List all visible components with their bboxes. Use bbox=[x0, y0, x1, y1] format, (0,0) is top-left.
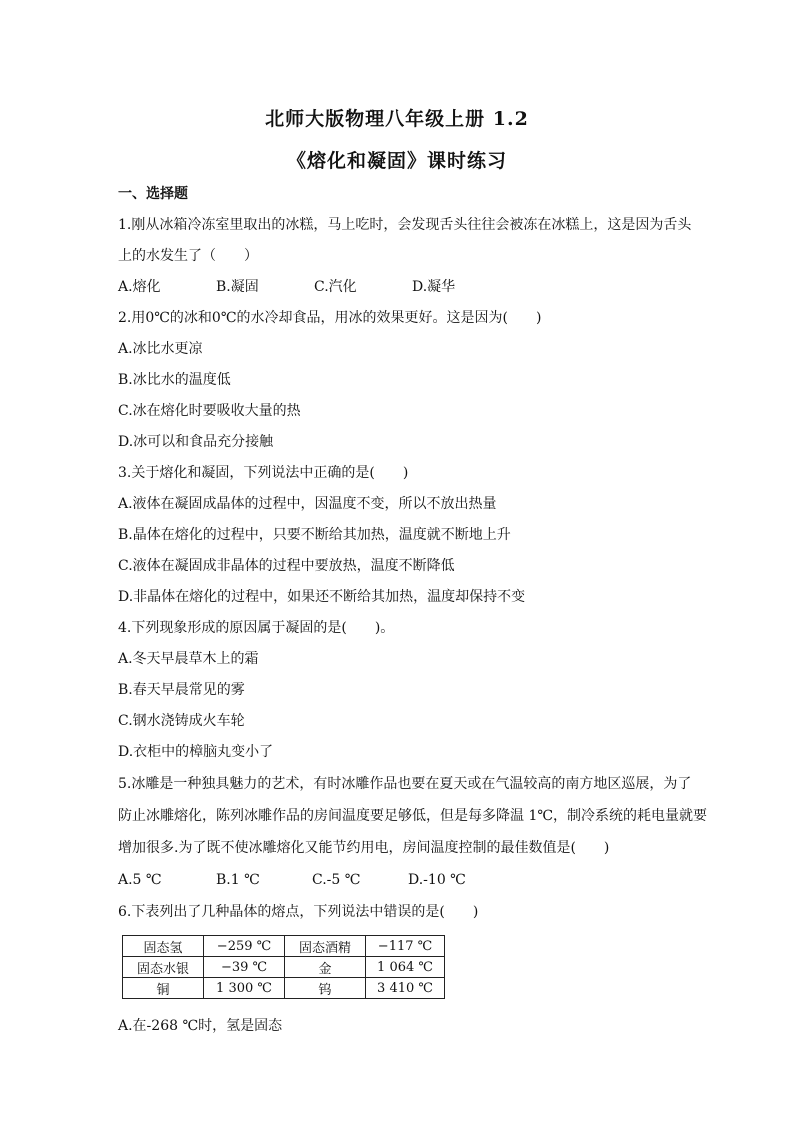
question-1-line-1: 1.刚从冰箱冷冻室里取出的冰糕，马上吃时，会发现舌头往往会被冻在冰糕上，这是因为舌头 bbox=[118, 217, 692, 233]
question-1-line-2: 上的水发生了（ ） bbox=[118, 248, 258, 264]
q5-option-a: A.5 ℃ bbox=[118, 872, 162, 888]
q3-option-d: D.非晶体在熔化的过程中，如果还不断给其加热，温度却保持不变 bbox=[118, 589, 526, 605]
q4-option-b: B.春天早晨常见的雾 bbox=[118, 682, 245, 698]
q5-option-d: D.-10 ℃ bbox=[408, 872, 466, 888]
table-cell: 铜 bbox=[123, 978, 204, 999]
table-cell: 金 bbox=[285, 957, 366, 978]
q2-option-d: D.冰可以和食品充分接触 bbox=[118, 434, 274, 450]
document-subtitle: 《熔化和凝固》课时练习 bbox=[286, 150, 507, 172]
q4-option-d: D.衣柜中的樟脑丸变小了 bbox=[118, 744, 274, 760]
q2-option-b: B.冰比水的温度低 bbox=[118, 372, 231, 388]
q5-option-c: C.-5 ℃ bbox=[312, 872, 361, 888]
table-cell: 钨 bbox=[285, 978, 366, 999]
question-4-stem: 4.下列现象形成的原因属于凝固的是( )。 bbox=[118, 620, 395, 636]
q1-option-c: C.汽化 bbox=[314, 279, 357, 295]
q4-option-c: C.钢水浇铸成火车轮 bbox=[118, 713, 245, 729]
question-5-options bbox=[118, 870, 466, 890]
table-cell: 固态酒精 bbox=[285, 936, 366, 957]
section-heading: 一、选择题 bbox=[118, 186, 188, 202]
table-cell: 1 300 ℃ bbox=[204, 978, 285, 999]
table-cell: −259 ℃ bbox=[204, 936, 285, 957]
question-1-options bbox=[118, 277, 455, 297]
melting-point-table bbox=[122, 935, 445, 999]
document-title: 北师大版物理八年级上册 1.2 bbox=[265, 108, 529, 130]
question-3-stem: 3.关于熔化和凝固，下列说法中正确的是( ) bbox=[118, 465, 409, 481]
question-6-stem: 6.下表列出了几种晶体的熔点，下列说法中错误的是( ) bbox=[118, 904, 479, 920]
q1-option-a: A.熔化 bbox=[118, 279, 161, 295]
table-row bbox=[123, 957, 445, 978]
q1-option-d: D.凝华 bbox=[412, 279, 456, 295]
q6-option-a: A.在-268 ℃时，氢是固态 bbox=[118, 1018, 283, 1034]
q5-option-b: B.1 ℃ bbox=[216, 872, 260, 888]
table-row bbox=[123, 936, 445, 957]
question-5-line-2: 防止冰雕熔化，陈列冰雕作品的房间温度要足够低，但是每多降温 1℃，制冷系统的耗电量就要 bbox=[118, 808, 708, 824]
question-2-stem: 2.用0℃的冰和0℃的水冷却食品，用冰的效果更好。这是因为( ) bbox=[118, 310, 542, 326]
q3-option-c: C.液体在凝固成非晶体的过程中要放热，温度不断降低 bbox=[118, 558, 455, 574]
q4-option-a: A.冬天早晨草木上的霜 bbox=[118, 651, 259, 667]
table-cell: 1 064 ℃ bbox=[366, 957, 445, 978]
q2-option-c: C.冰在熔化时要吸收大量的热 bbox=[118, 403, 301, 419]
table-cell: 固态氢 bbox=[123, 936, 204, 957]
table-cell: −39 ℃ bbox=[204, 957, 285, 978]
q3-option-a: A.液体在凝固成晶体的过程中，因温度不变，所以不放出热量 bbox=[118, 496, 497, 512]
table-row bbox=[123, 978, 445, 999]
question-5-line-1: 5.冰雕是一种独具魅力的艺术，有时冰雕作品也要在夏天或在气温较高的南方地区巡展，为了 bbox=[118, 776, 692, 792]
table-cell: −117 ℃ bbox=[366, 936, 445, 957]
table-cell: 固态水银 bbox=[123, 957, 204, 978]
q2-option-a: A.冰比水更凉 bbox=[118, 341, 203, 357]
question-5-line-3: 增加很多.为了既不使冰雕熔化又能节约用电，房间温度控制的最佳数值是( ) bbox=[118, 840, 610, 856]
table-cell: 3 410 ℃ bbox=[366, 978, 445, 999]
q1-option-b: B.凝固 bbox=[216, 279, 259, 295]
q3-option-b: B.晶体在熔化的过程中，只要不断给其加热，温度就不断地上升 bbox=[118, 527, 511, 543]
